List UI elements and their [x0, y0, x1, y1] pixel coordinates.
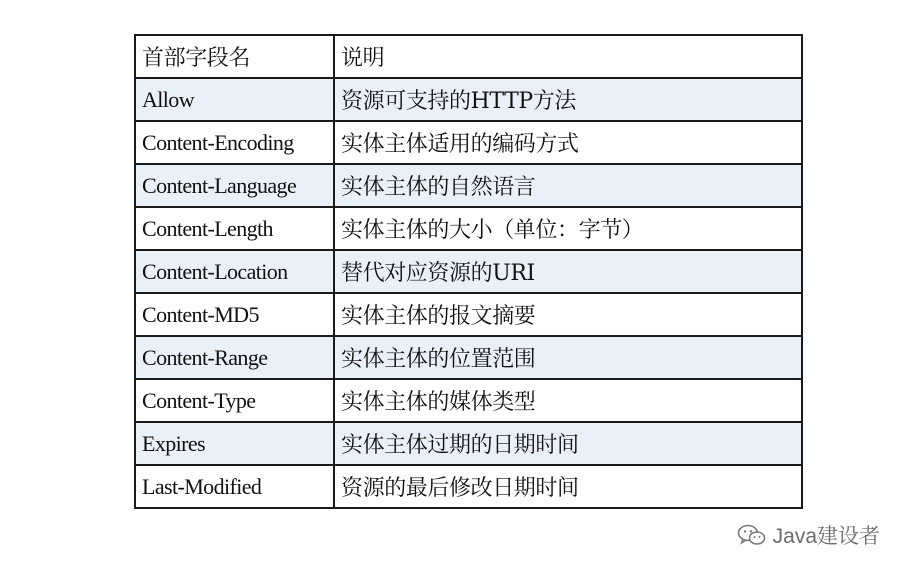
- description-cell: 实体主体过期的日期时间: [334, 422, 802, 465]
- field-name-cell: Content-Length: [135, 207, 334, 250]
- table-row: [135, 207, 802, 250]
- table-row: [135, 293, 802, 336]
- description-cell: 实体主体适用的编码方式: [334, 121, 802, 164]
- field-name-cell: Expires: [135, 422, 334, 465]
- field-name-cell: Content-Location: [135, 250, 334, 293]
- header-fields-table: [134, 34, 803, 509]
- table-row: [135, 121, 802, 164]
- table-row: [135, 250, 802, 293]
- field-name-cell: Content-Type: [135, 379, 334, 422]
- table-row: [135, 465, 802, 508]
- table-row: [135, 78, 802, 121]
- description-cell: 资源可支持的HTTP方法: [334, 78, 802, 121]
- field-name-cell: Content-Range: [135, 336, 334, 379]
- watermark-text: Java建设者: [772, 525, 880, 548]
- description-cell: 实体主体的自然语言: [334, 164, 802, 207]
- wechat-icon: [737, 523, 767, 547]
- description-cell: 资源的最后修改日期时间: [334, 465, 802, 508]
- table-row: [135, 379, 802, 422]
- field-name-cell: Content-MD5: [135, 293, 334, 336]
- description-cell: 实体主体的报文摘要: [334, 293, 802, 336]
- field-name-cell: Last-Modified: [135, 465, 334, 508]
- table-row: [135, 422, 802, 465]
- table-row: [135, 336, 802, 379]
- field-name-cell: Content-Language: [135, 164, 334, 207]
- field-name-cell: Allow: [135, 78, 334, 121]
- description-cell: 替代对应资源的URI: [334, 250, 802, 293]
- table-header-row: [135, 35, 802, 78]
- watermark: [737, 520, 880, 550]
- description-cell: 实体主体的大小（单位：字节）: [334, 207, 802, 250]
- column-header-field-name: 首部字段名: [135, 35, 334, 78]
- header-fields-table-container: [134, 34, 801, 509]
- field-name-cell: Content-Encoding: [135, 121, 334, 164]
- column-header-description: 说明: [334, 35, 802, 78]
- description-cell: 实体主体的位置范围: [334, 336, 802, 379]
- table-row: [135, 164, 802, 207]
- description-cell: 实体主体的媒体类型: [334, 379, 802, 422]
